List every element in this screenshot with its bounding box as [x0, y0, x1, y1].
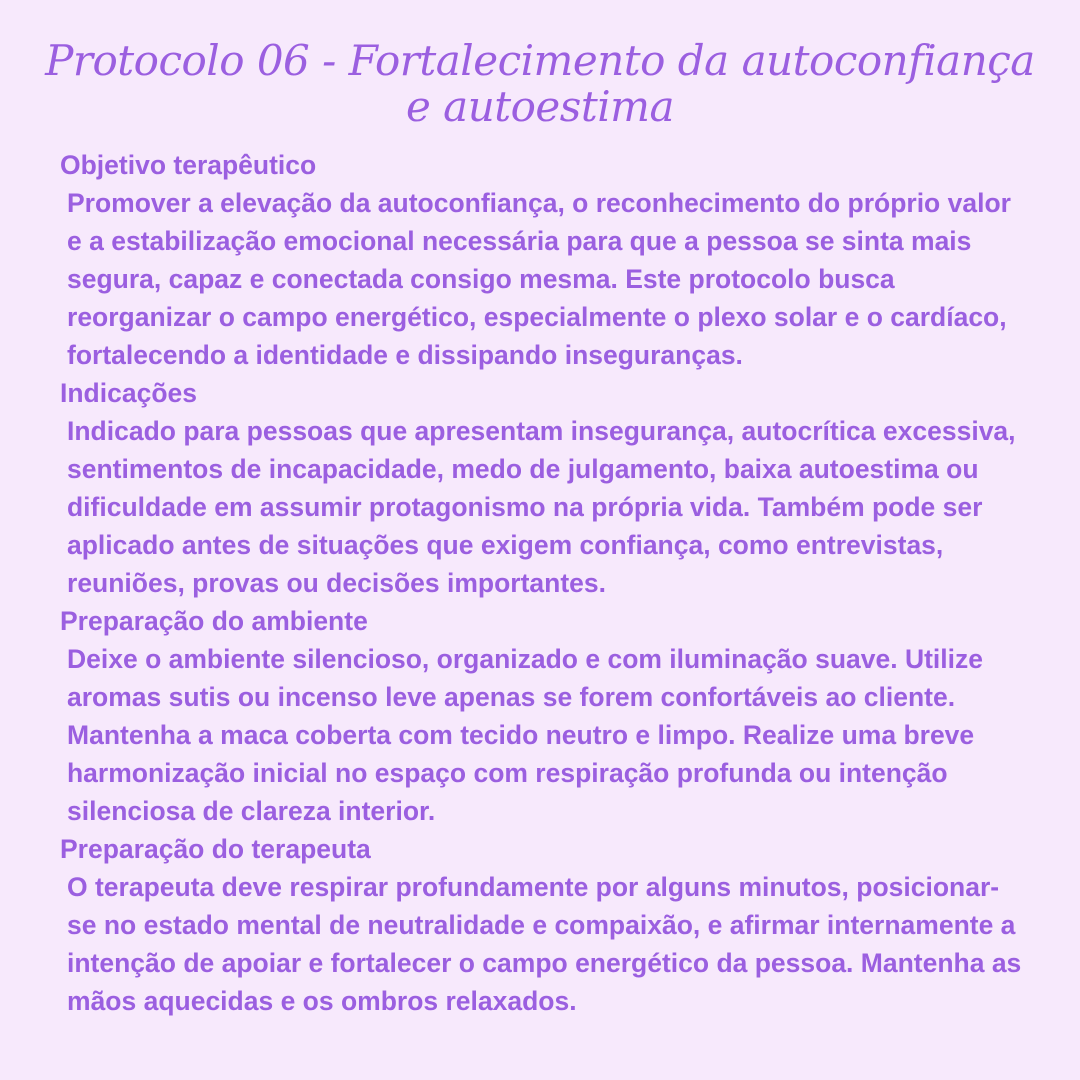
section-heading: Preparação do ambiente [60, 606, 368, 636]
section-preparacao-ambiente [60, 602, 1028, 830]
section-text: O terapeuta deve respirar profundamente por alguns minutos, posicionar-se no estado mental de neutralidade e compaixão, e afirmar internamente a intenção de apoiar e fortalecer o campo energético da pessoa. Mantenha as mãos aquecidas e os ombros relaxados. [67, 872, 1022, 1016]
section-heading: Objetivo terapêutico [60, 150, 317, 180]
protocol-content [60, 146, 1028, 1020]
section-heading: Preparação do terapeuta [60, 834, 371, 864]
section-text: Promover a elevação da autoconfiança, o reconhecimento do próprio valor e a estabilização emocional necessária para que a pessoa se sinta mais segura, capaz e conectada consigo mesma. Este protocolo busca reorganizar o campo energético, especialmente o plexo solar e o cardíaco, fortalecendo a identidade e dissipando inseguranças. [67, 188, 1011, 370]
section-heading: Indicações [60, 378, 197, 408]
section-objetivo [60, 146, 1028, 374]
section-indicacoes [60, 374, 1028, 602]
page-title: Protocolo 06 - Fortalecimento da autoconfiança e autoestima [45, 36, 1035, 131]
section-preparacao-terapeuta [60, 830, 1028, 1020]
section-text: Deixe o ambiente silencioso, organizado e com iluminação suave. Utilize aromas sutis ou incenso leve apenas se forem confortáveis ao cliente. Mantenha a maca coberta com tecido neutro e limpo. Realize uma breve harmonização inicial no espaço com respiração profunda ou intenção silenciosa de clareza interior. [67, 644, 983, 826]
section-text: Indicado para pessoas que apresentam insegurança, autocrítica excessiva, sentimentos de incapacidade, medo de julgamento, baixa autoestima ou dificuldade em assumir protagonismo na própria vida. Também pode ser aplicado antes de situações que exigem confiança, como entrevistas, reuniões, provas ou decisões importantes. [67, 416, 1016, 598]
